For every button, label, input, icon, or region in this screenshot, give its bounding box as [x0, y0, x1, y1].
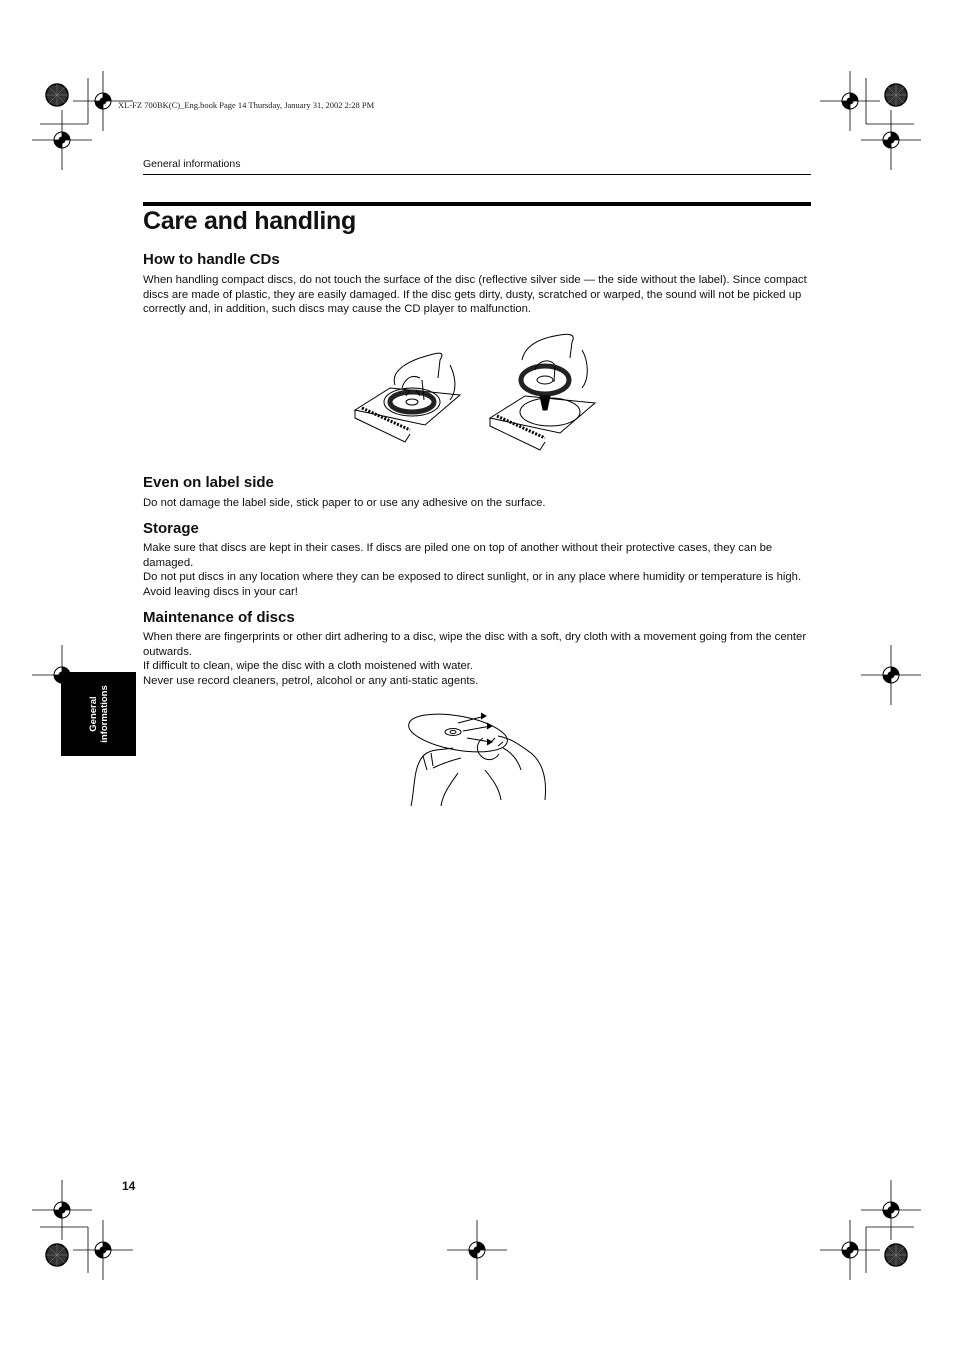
page-title: Care and handling: [143, 207, 356, 235]
header-rule: [143, 174, 811, 175]
section-side-tab: [61, 672, 136, 756]
side-tab-line-2: informations: [98, 685, 110, 743]
paragraph-text: If difficult to clean, wipe the disc with a cloth moistened with water.: [143, 660, 474, 672]
paragraph-even-on-label-side: [143, 496, 813, 511]
page-number: 14: [122, 1179, 136, 1193]
heading-maintenance-of-discs: Maintenance of discs: [143, 609, 295, 626]
paragraph-text: Do not damage the label side, stick paper to or use any adhesive on the surface.: [143, 497, 546, 509]
heading-storage: Storage: [143, 520, 199, 537]
paragraph-storage: [143, 541, 813, 599]
paragraph-text: Make sure that discs are kept in their cases. If discs are piled one on top of another without their protective cases, they can be damaged.: [143, 542, 773, 569]
running-header: General informations: [143, 158, 241, 170]
heading-even-on-label-side: Even on label side: [143, 474, 274, 491]
print-info: XL-FZ 700BK(C)_Eng.book Page 14 Thursday, January 31, 2002 2:28 PM: [118, 100, 375, 110]
paragraph-text: Never use record cleaners, petrol, alcohol or any anti-static agents.: [143, 674, 479, 687]
disc-wiping-illustration: [403, 708, 553, 808]
paragraph-text: When there are fingerprints or other dirt adhering to a disc, wipe the disc with a soft, dry cloth with a movement going from the center outwards.: [143, 631, 807, 658]
side-tab-line-1: General: [87, 696, 99, 732]
paragraph-text: When handling compact discs, do not touch the surface of the disc (reflective silver side — the side without the label). Since compact discs are made of plastic, they are easily damaged. If the disc gets dirty, dusty, scratched or warped, the sound will not be picked up correctly and, in addition, such discs may cause the CD player to malfunction.: [143, 274, 807, 315]
paragraph-how-to-handle-cds: [143, 273, 813, 317]
paragraph-text: Do not put discs in any location where they can be exposed to direct sunlight, or in any place where humidity or temperature is high. Avoid leaving discs in your car!: [143, 571, 802, 598]
heading-how-to-handle-cds: How to handle CDs: [143, 251, 280, 268]
paragraph-maintenance-of-discs: [143, 630, 813, 688]
cd-handling-illustration: [350, 330, 610, 455]
side-tab-label: [88, 685, 110, 743]
